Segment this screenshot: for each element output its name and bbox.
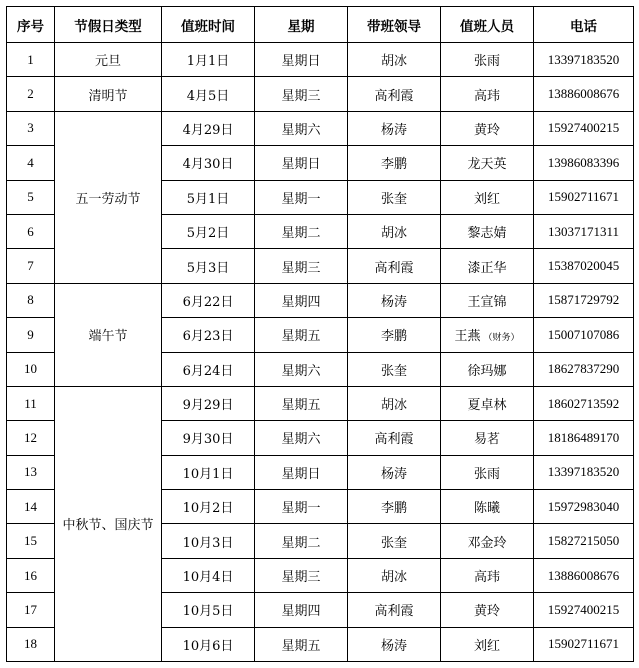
duty-date-cell: 4月29日 bbox=[162, 111, 255, 145]
weekday-cell: 星期一 bbox=[255, 490, 348, 524]
weekday-cell: 星期日 bbox=[255, 43, 348, 77]
weekday-cell: 星期六 bbox=[255, 352, 348, 386]
row-number-cell: 7 bbox=[7, 249, 55, 283]
row-number-cell: 13 bbox=[7, 455, 55, 489]
staff-cell bbox=[441, 558, 534, 592]
weekday-cell: 星期日 bbox=[255, 455, 348, 489]
phone-cell: 18627837290 bbox=[534, 352, 634, 386]
duty-date-cell: 10月6日 bbox=[162, 627, 255, 661]
row-number-cell: 5 bbox=[7, 180, 55, 214]
weekday-cell: 星期四 bbox=[255, 593, 348, 627]
phone-cell: 13397183520 bbox=[534, 43, 634, 77]
phone-cell: 15972983040 bbox=[534, 490, 634, 524]
staff-name: 黄玲 bbox=[473, 604, 500, 620]
phone-cell: 18602713592 bbox=[534, 386, 634, 420]
leader-cell: 高利霞 bbox=[348, 593, 441, 627]
staff-name: 刘红 bbox=[473, 638, 500, 654]
leader-cell: 高利霞 bbox=[348, 77, 441, 111]
duty-date-cell: 9月30日 bbox=[162, 421, 255, 455]
duty-date-cell: 5月3日 bbox=[162, 249, 255, 283]
weekday-cell: 星期五 bbox=[255, 386, 348, 420]
duty-date-cell: 5月1日 bbox=[162, 180, 255, 214]
weekday-cell: 星期二 bbox=[255, 524, 348, 558]
row-number-cell: 17 bbox=[7, 593, 55, 627]
staff-cell bbox=[441, 43, 534, 77]
header-cell: 值班人员 bbox=[441, 7, 534, 43]
staff-name: 高玮 bbox=[473, 88, 500, 104]
staff-name: 邓金玲 bbox=[467, 535, 507, 551]
weekday-cell: 星期日 bbox=[255, 146, 348, 180]
leader-cell: 杨涛 bbox=[348, 455, 441, 489]
row-number-cell: 2 bbox=[7, 77, 55, 111]
staff-cell bbox=[441, 180, 534, 214]
duty-date-cell: 5月2日 bbox=[162, 214, 255, 248]
staff-cell bbox=[441, 352, 534, 386]
table-row bbox=[7, 283, 634, 317]
phone-cell: 13886008676 bbox=[534, 558, 634, 592]
phone-cell: 13397183520 bbox=[534, 455, 634, 489]
weekday-cell: 星期四 bbox=[255, 283, 348, 317]
staff-name: 夏卓林 bbox=[467, 398, 507, 414]
staff-name: 王宣锦 bbox=[467, 294, 507, 310]
weekday-cell: 星期三 bbox=[255, 558, 348, 592]
staff-cell bbox=[441, 627, 534, 661]
staff-name: 黄玲 bbox=[473, 122, 500, 138]
weekday-cell: 星期三 bbox=[255, 249, 348, 283]
duty-roster-table bbox=[6, 6, 634, 662]
staff-name: 刘红 bbox=[473, 191, 500, 207]
staff-cell bbox=[441, 386, 534, 420]
leader-cell: 胡冰 bbox=[348, 214, 441, 248]
leader-cell: 张奎 bbox=[348, 352, 441, 386]
phone-cell: 15871729792 bbox=[534, 283, 634, 317]
staff-cell bbox=[441, 214, 534, 248]
header-cell: 值班时间 bbox=[162, 7, 255, 43]
table-row bbox=[7, 77, 634, 111]
holiday-type-cell: 元旦 bbox=[55, 43, 162, 77]
duty-date-cell: 10月5日 bbox=[162, 593, 255, 627]
weekday-cell: 星期三 bbox=[255, 77, 348, 111]
header-cell: 序号 bbox=[7, 7, 55, 43]
holiday-type-cell: 端午节 bbox=[55, 283, 162, 386]
staff-cell bbox=[441, 524, 534, 558]
staff-name: 王燕 bbox=[454, 329, 481, 345]
row-number-cell: 3 bbox=[7, 111, 55, 145]
row-number-cell: 16 bbox=[7, 558, 55, 592]
header-cell: 节假日类型 bbox=[55, 7, 162, 43]
duty-date-cell: 6月23日 bbox=[162, 318, 255, 352]
staff-cell bbox=[441, 421, 534, 455]
row-number-cell: 10 bbox=[7, 352, 55, 386]
duty-date-cell: 6月24日 bbox=[162, 352, 255, 386]
table-row bbox=[7, 43, 634, 77]
phone-cell: 15387020045 bbox=[534, 249, 634, 283]
row-number-cell: 14 bbox=[7, 490, 55, 524]
staff-name: 黎志婧 bbox=[467, 226, 507, 242]
staff-cell bbox=[441, 249, 534, 283]
row-number-cell: 1 bbox=[7, 43, 55, 77]
staff-name: 张雨 bbox=[473, 466, 500, 482]
leader-cell: 高利霞 bbox=[348, 421, 441, 455]
row-number-cell: 8 bbox=[7, 283, 55, 317]
weekday-cell: 星期五 bbox=[255, 627, 348, 661]
row-number-cell: 18 bbox=[7, 627, 55, 661]
phone-cell: 15927400215 bbox=[534, 593, 634, 627]
leader-cell: 胡冰 bbox=[348, 558, 441, 592]
staff-name: 徐玛娜 bbox=[467, 363, 507, 379]
leader-cell: 杨涛 bbox=[348, 111, 441, 145]
staff-cell bbox=[441, 283, 534, 317]
staff-name: 漆正华 bbox=[467, 260, 507, 276]
leader-cell: 胡冰 bbox=[348, 386, 441, 420]
staff-cell bbox=[441, 318, 534, 352]
duty-date-cell: 4月30日 bbox=[162, 146, 255, 180]
phone-cell: 18186489170 bbox=[534, 421, 634, 455]
header-cell: 带班领导 bbox=[348, 7, 441, 43]
duty-date-cell: 10月2日 bbox=[162, 490, 255, 524]
row-number-cell: 11 bbox=[7, 386, 55, 420]
phone-cell: 13986083396 bbox=[534, 146, 634, 180]
row-number-cell: 15 bbox=[7, 524, 55, 558]
staff-cell bbox=[441, 593, 534, 627]
weekday-cell: 星期二 bbox=[255, 214, 348, 248]
staff-name: 龙天英 bbox=[467, 157, 507, 173]
holiday-type-cell: 五一劳动节 bbox=[55, 111, 162, 283]
row-number-cell: 4 bbox=[7, 146, 55, 180]
weekday-cell: 星期五 bbox=[255, 318, 348, 352]
staff-name: 易茗 bbox=[473, 432, 500, 448]
leader-cell: 胡冰 bbox=[348, 43, 441, 77]
leader-cell: 张奎 bbox=[348, 180, 441, 214]
weekday-cell: 星期六 bbox=[255, 111, 348, 145]
phone-cell: 15827215050 bbox=[534, 524, 634, 558]
staff-name: 张雨 bbox=[473, 54, 500, 70]
leader-cell: 高利霞 bbox=[348, 249, 441, 283]
holiday-type-cell: 中秋节、国庆节 bbox=[55, 386, 162, 661]
table-row bbox=[7, 111, 634, 145]
row-number-cell: 9 bbox=[7, 318, 55, 352]
row-number-cell: 12 bbox=[7, 421, 55, 455]
header-cell: 电话 bbox=[534, 7, 634, 43]
duty-date-cell: 6月22日 bbox=[162, 283, 255, 317]
duty-date-cell: 9月29日 bbox=[162, 386, 255, 420]
phone-cell: 13037171311 bbox=[534, 214, 634, 248]
duty-date-cell: 10月4日 bbox=[162, 558, 255, 592]
duty-date-cell: 10月1日 bbox=[162, 455, 255, 489]
row-number-cell: 6 bbox=[7, 214, 55, 248]
staff-name: 高玮 bbox=[473, 570, 500, 586]
leader-cell: 杨涛 bbox=[348, 283, 441, 317]
staff-cell bbox=[441, 146, 534, 180]
duty-date-cell: 10月3日 bbox=[162, 524, 255, 558]
weekday-cell: 星期六 bbox=[255, 421, 348, 455]
staff-name: 陈曦 bbox=[473, 501, 500, 517]
duty-date-cell: 1月1日 bbox=[162, 43, 255, 77]
leader-cell: 张奎 bbox=[348, 524, 441, 558]
phone-cell: 15902711671 bbox=[534, 180, 634, 214]
staff-note: （财务） bbox=[483, 333, 520, 344]
staff-cell bbox=[441, 77, 534, 111]
phone-cell: 15927400215 bbox=[534, 111, 634, 145]
staff-cell bbox=[441, 111, 534, 145]
leader-cell: 李鹏 bbox=[348, 146, 441, 180]
roster-body bbox=[7, 43, 634, 662]
leader-cell: 李鹏 bbox=[348, 490, 441, 524]
staff-cell bbox=[441, 455, 534, 489]
phone-cell: 15902711671 bbox=[534, 627, 634, 661]
phone-cell: 13886008676 bbox=[534, 77, 634, 111]
weekday-cell: 星期一 bbox=[255, 180, 348, 214]
header-row bbox=[7, 7, 634, 43]
leader-cell: 李鹏 bbox=[348, 318, 441, 352]
leader-cell: 杨涛 bbox=[348, 627, 441, 661]
table-row bbox=[7, 386, 634, 420]
phone-cell: 15007107086 bbox=[534, 318, 634, 352]
header-cell: 星期 bbox=[255, 7, 348, 43]
duty-date-cell: 4月5日 bbox=[162, 77, 255, 111]
holiday-type-cell: 清明节 bbox=[55, 77, 162, 111]
staff-cell bbox=[441, 490, 534, 524]
